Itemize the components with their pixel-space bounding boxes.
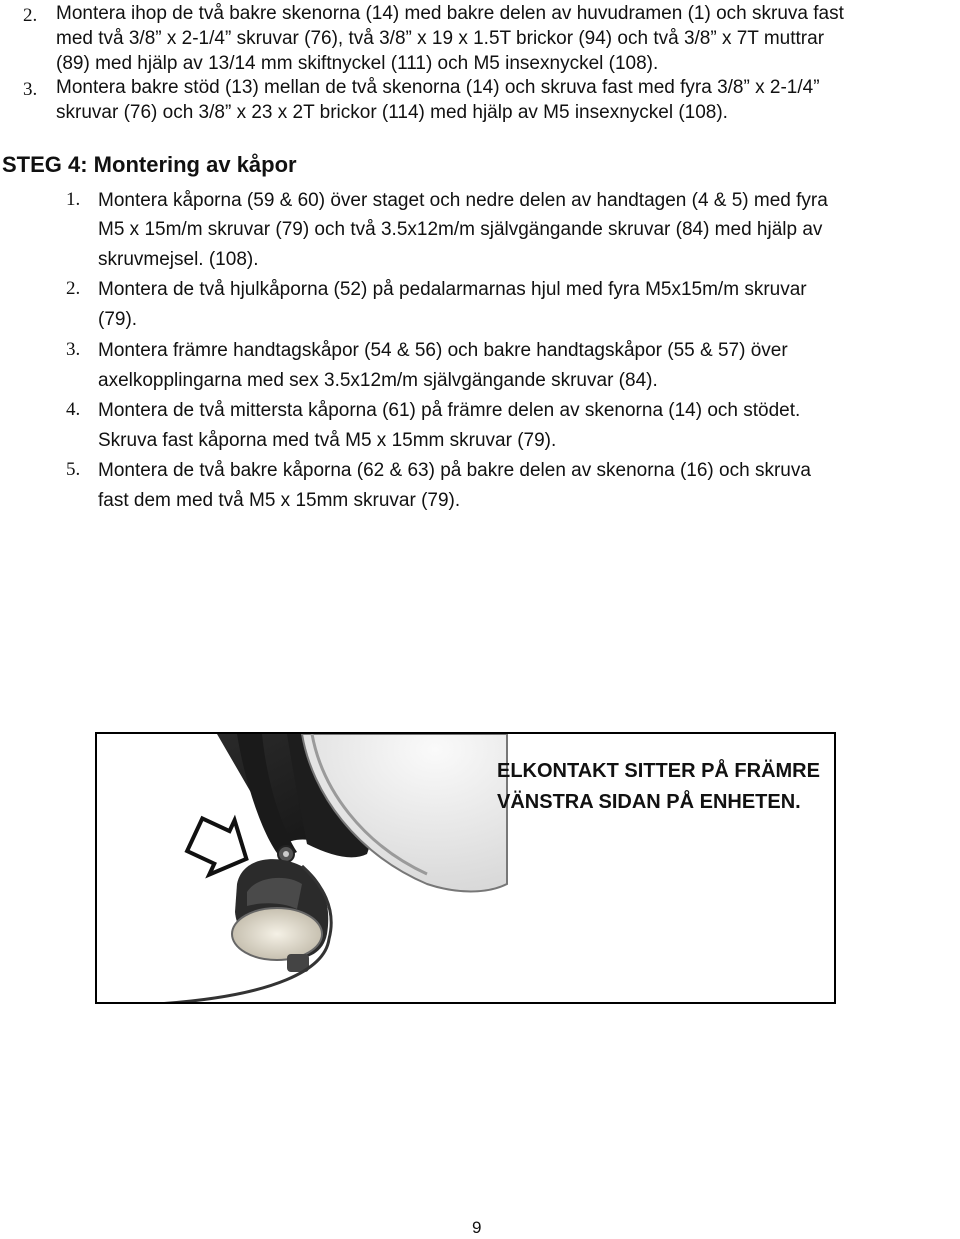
paragraph-line: axelkopplingarna med sex 3.5x12m/m självgängande skruvar (84). — [98, 370, 658, 391]
figure-caption — [497, 756, 820, 818]
paragraph-line: Montera de två bakre kåporna (62 & 63) på bakre delen av skenorna (16) och skruva — [98, 460, 811, 481]
caption-line: VÄNSTRA SIDAN PÅ ENHETEN. — [497, 791, 801, 813]
paragraph-line: Montera de två hjulkåporna (52) på pedalarmarnas hjul med fyra M5x15m/m skruvar — [98, 279, 807, 300]
paragraph-line: (89) med hjälp av 13/14 mm skiftnyckel (111) och M5 insexnyckel (108). — [56, 53, 659, 74]
list-number: 4. — [66, 399, 81, 420]
paragraph-line: Montera bakre stöd (13) mellan de två skenorna (14) och skruva fast med fyra 3/8” x 2-1/4” — [56, 77, 820, 98]
paragraph-line: Skruva fast kåporna med två M5 x 15mm skruvar (79). — [98, 430, 557, 451]
caption-line: ELKONTAKT SITTER PÅ FRÄMRE — [497, 760, 820, 782]
paragraph-line: Montera de två mittersta kåporna (61) på främre delen av skenorna (14) och stödet. — [98, 400, 801, 421]
list-number: 3. — [66, 339, 81, 360]
paragraph-line: med två 3/8” x 2-1/4” skruvar (76), två 3/8” x 19 x 1.5T brickor (94) och två 3/8” x 7T muttrar — [56, 28, 825, 49]
list-number: 1. — [66, 189, 81, 210]
paragraph-line: Montera kåporna (59 & 60) över staget och nedre delen av handtagen (4 & 5) med fyra — [98, 190, 828, 211]
list-number: 2. — [66, 278, 81, 299]
page-number: 9 — [472, 1218, 482, 1237]
paragraph-line: fast dem med två M5 x 15mm skruvar (79). — [98, 490, 461, 511]
paragraph-line: skruvar (76) och 3/8” x 23 x 2T brickor (114) med hjälp av M5 insexnyckel (108). — [56, 102, 728, 123]
paragraph-line: M5 x 15m/m skruvar (79) och två 3.5x12m/m självgängande skruvar (84) med hjälp av — [98, 219, 823, 240]
paragraph-line: Montera främre handtagskåpor (54 & 56) och bakre handtagskåpor (55 & 57) över — [98, 340, 788, 361]
section-heading: STEG 4: Montering av kåpor — [2, 152, 297, 177]
list-number: 2. — [23, 5, 38, 26]
list-number: 5. — [66, 459, 81, 480]
paragraph-line: skruvmejsel. (108). — [98, 249, 259, 270]
paragraph-line: (79). — [98, 309, 138, 330]
list-number: 3. — [23, 79, 38, 100]
paragraph-line: Montera ihop de två bakre skenorna (14) med bakre delen av huvudramen (1) och skruva fast — [56, 3, 844, 24]
